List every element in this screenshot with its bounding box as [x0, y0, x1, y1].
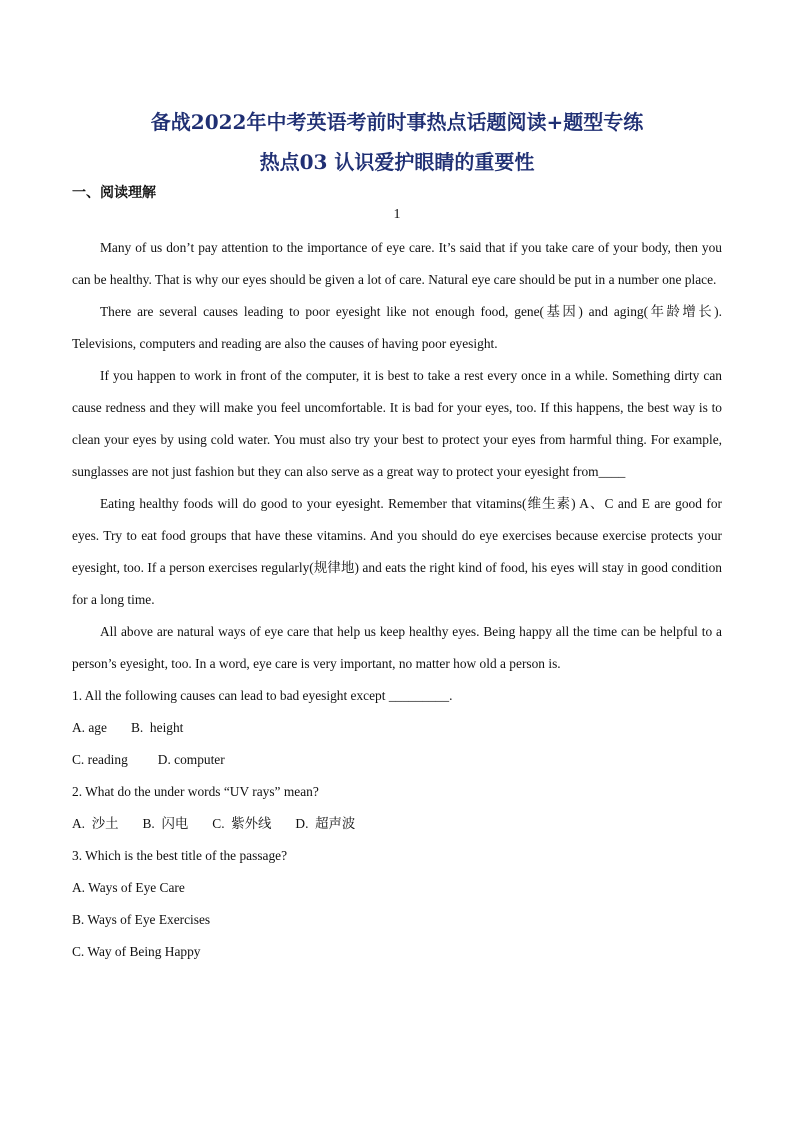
passage-body: [72, 232, 722, 968]
option-c: C. Way of Being Happy: [72, 944, 201, 959]
option-b: B. 闪电: [142, 816, 189, 831]
passage-paragraph: Eating healthy foods will do good to your eyesight. Remember that vitamins(维生素) A、C and E are good for eyes. Try to eat food groups that have these vitamins. And you should do eye exercises because exercise protects your eyesight, too. If a person exercises regularly(规律地) and eats the right kind of food, his eyes will stay in good condition for a long time.: [72, 496, 722, 607]
question-stem: 3. Which is the best title of the passage?: [72, 848, 288, 863]
question-stem: 2. What do the under words “UV rays” mean?: [72, 784, 319, 799]
passage-number: 1: [393, 207, 401, 222]
question-stem: 1. All the following causes can lead to bad eyesight except _________.: [72, 688, 453, 703]
passage-paragraph: There are several causes leading to poor eyesight like not enough food, gene(基因) and aging(年龄增长). Televisions, computers and reading are also the causes of having poor eyesight.: [72, 304, 722, 351]
option-c: C. reading: [72, 752, 128, 767]
option-b: B. Ways of Eye Exercises: [72, 912, 211, 927]
option-d: D. 超声波: [295, 816, 356, 831]
option-row: [72, 808, 722, 840]
passage-paragraph: Many of us don’t pay attention to the importance of eye care. It’s said that if you take care of your body, then you can be healthy. That is why our eyes should be given a lot of care. Natural eye care should be put in a number one place.: [72, 240, 722, 287]
option-c: C. 紫外线: [212, 816, 272, 831]
option-a: A. 沙土: [72, 816, 119, 831]
document-title: 备战2022年中考英语考前时事热点话题阅读+题型专练: [150, 110, 644, 134]
option-a: A. age: [72, 720, 107, 735]
passage-paragraph: If you happen to work in front of the computer, it is best to take a rest every once in a while. Something dirty can cause redness and they will make you feel uncomfortable. It is bad for your eyes, too. If this happens, the best way is to clean your eyes by using cold water. You must also try your best to protect your eyes from harmful thing. For example, sunglasses are not just fashion but they can also serve as a great way to protect your eyesight from____: [72, 368, 722, 479]
section-label: 一、阅读理解: [72, 185, 156, 201]
option-row: [72, 712, 722, 744]
option-a: A. Ways of Eye Care: [72, 880, 185, 895]
passage-paragraph: All above are natural ways of eye care that help us keep healthy eyes. Being happy all the time can be helpful to a person’s eyesight, too. In a word, eye care is very important, no matter how old a person is.: [72, 624, 722, 671]
document-subtitle: 热点03 认识爱护眼睛的重要性: [259, 150, 535, 174]
option-b: B. height: [130, 720, 184, 735]
option-d: D. computer: [157, 752, 225, 767]
option-row: [72, 744, 722, 776]
